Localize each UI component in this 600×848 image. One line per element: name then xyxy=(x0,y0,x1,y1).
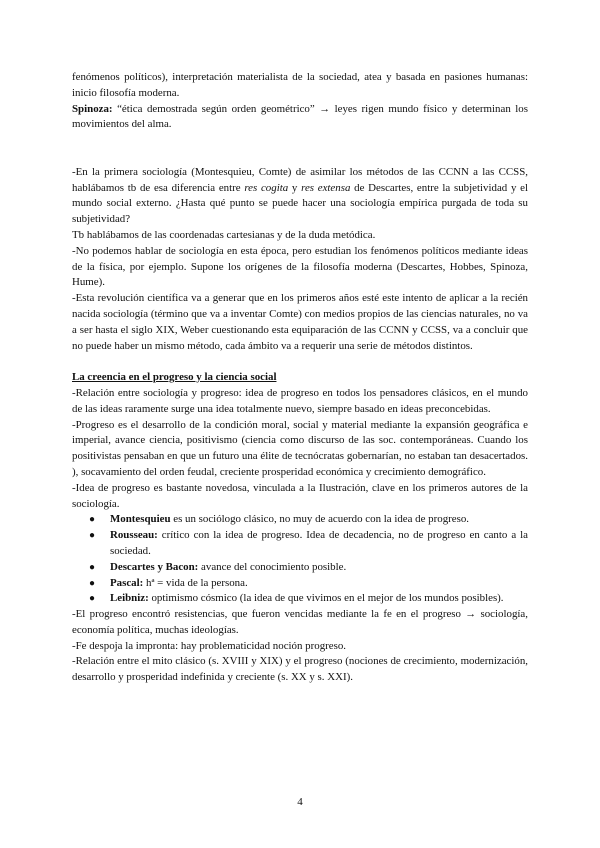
bullet-label: Leibniz: xyxy=(110,592,149,605)
list-item xyxy=(72,512,528,528)
bullet-text: crítico con la idea de progreso. Idea de decadencia, no de progreso en canto a la sociedad. xyxy=(110,529,528,557)
text-run: de Descartes, entre la subjetividad y el mundo social externo. ¿Hasta qué punto se puede hacer una sociología empírica purgada de toda su subjetividad? xyxy=(72,181,528,226)
bullet-label: Pascal: xyxy=(110,576,144,589)
term-res-cogita: res cogita xyxy=(244,181,289,194)
page-number: 4 xyxy=(297,796,303,808)
spacer xyxy=(72,149,528,165)
bullet-icon: ● xyxy=(89,577,96,589)
paragraph-idea-progreso: -Idea de progreso es bastante novedosa, vinculada a la Ilustración, clave en los primeros autores de la sociología. xyxy=(72,481,528,510)
list-item xyxy=(72,576,528,592)
paragraph-no-sociologia: -No podemos hablar de sociología en esta época, pero estudian los fenómenos políticos mediante ideas de la física, por ejemplo. Supone los orígenes de la filosofía moderna (Descartes, Hobbes, Spinoza, Hume). xyxy=(72,244,528,289)
bullet-icon: ● xyxy=(89,530,96,542)
paragraph-revolucion-cientifica: -Esta revolución científica va a generar que en los primeros años esté este intento de aplicar a la recién nacida sociología (término que va a inventar Comte) con medios propios de las ciencias naturales, no va a ser hasta el siglo XIX, Weber cuestionando esta equiparación de las CCNN y CCSS, va a concluir que no puede haber un mismo método, cada ámbito va a requerir una serie de métodos distintos. xyxy=(72,292,528,352)
bullet-list xyxy=(72,512,528,607)
spacer xyxy=(72,133,528,149)
list-item xyxy=(72,560,528,576)
spinoza-label: Spinoza: xyxy=(72,102,113,115)
list-item xyxy=(72,528,528,560)
paragraph-primera-sociologia xyxy=(72,165,528,228)
paragraph-intro: fenómenos políticos), interpretación materialista de la sociedad, atea y basada en pasiones humanas: inicio filosofía moderna. xyxy=(72,71,528,99)
spacer xyxy=(72,354,528,370)
paragraph-spinoza xyxy=(72,102,528,134)
term-res-extensa: res extensa xyxy=(301,181,351,194)
text-run: y xyxy=(288,181,302,194)
bullet-label: Descartes y Bacon: xyxy=(110,560,199,573)
paragraph-fe-despoja: -Fe despoja la impronta: hay problematicidad noción progreso. xyxy=(72,639,347,652)
paragraph-progreso-desarrollo: -Progreso es el desarrollo de la condición moral, social y material mediante la expansión geográfica e imperial, avance ciencia, positivismo (ciencia como discurso de las soc. contemporáneas. Cuando los positivistas pensaban en que un futuro una élite de tecnócratas gobernarían, no estaban tan desacertados. ), socavamiento del orden feudal, creciente prosperidad económica y crecimiento demográfico. xyxy=(72,418,528,478)
bullet-icon: ● xyxy=(89,561,96,573)
section-heading: La creencia en el progreso y la ciencia social xyxy=(72,371,277,384)
paragraph-resistencias: -El progreso encontró resistencias, que fueron vencidas mediante la fe en el progreso → sociología, economía política, muchas ideologías. xyxy=(72,608,528,636)
bullet-label: Montesquieu xyxy=(110,513,171,526)
spinoza-text: “ética demostrada según orden geométrico” → leyes rigen mundo físico y determinan los movimientos del alma. xyxy=(72,102,528,131)
bullet-text: avance del conocimiento posible. xyxy=(198,560,347,573)
bullet-icon: ● xyxy=(89,593,96,605)
list-item xyxy=(72,591,528,607)
bullet-label: Rousseau: xyxy=(110,529,158,542)
bullet-text: es un sociólogo clásico, no muy de acuerdo con la idea de progreso. xyxy=(170,513,470,526)
bullet-text: optimismo cósmico (la idea de que vivimos en el mejor de los mundos posibles). xyxy=(148,592,504,605)
bullet-text: hª = vida de la persona. xyxy=(143,576,248,589)
paragraph-mito-clasico: -Relación entre el mito clásico (s. XVIII y XIX) y el progreso (nociones de crecimiento, modernización, desarrollo y prosperidad indefinida y creciente (s. XX y s. XXI). xyxy=(72,655,528,684)
paragraph-relacion: -Relación entre sociología y progreso: idea de progreso en todos los pensadores clásicos, en el mundo de las ideas raramente surge una idea totalmente nuevo, siempre basado en ideas preconcebidas. xyxy=(72,386,528,415)
text-run: -En la primera sociología (Montesquieu, Comte) de asimilar los métodos de las CCNN a las CCSS, hablábamos tb de esa diferencia entre xyxy=(72,165,528,194)
document-page xyxy=(72,70,528,686)
paragraph-coordenadas: Tb hablábamos de las coordenadas cartesianas y de la duda metódica. xyxy=(72,228,376,241)
bullet-icon: ● xyxy=(89,514,96,526)
